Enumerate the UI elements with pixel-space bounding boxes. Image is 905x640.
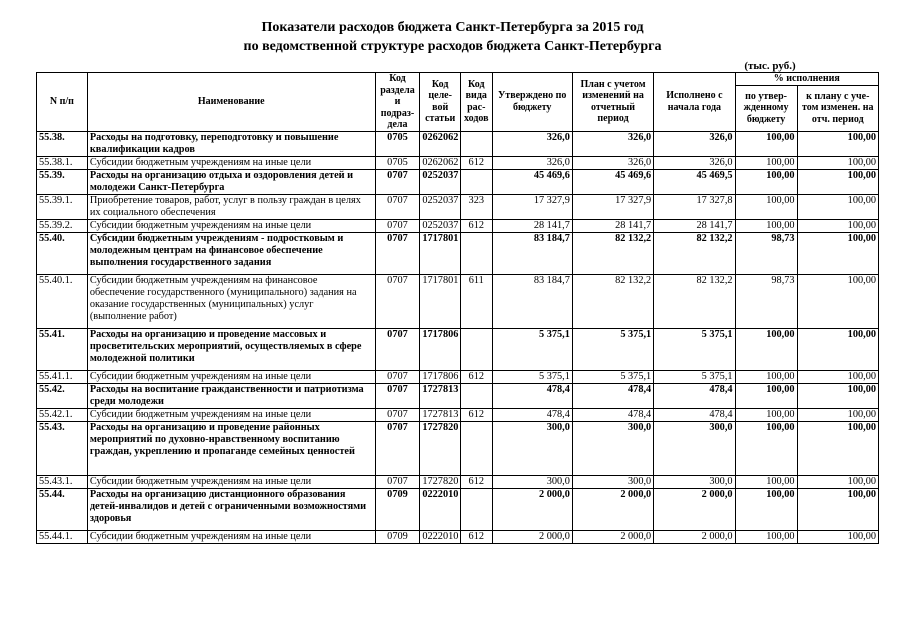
row-executed: 45 469,5: [654, 169, 735, 194]
row-executed: 326,0: [654, 131, 735, 156]
table-row: [37, 131, 879, 156]
row-num: 55.39.: [37, 169, 88, 194]
row-approved: 2 000,0: [492, 488, 572, 530]
row-approved: 300,0: [492, 475, 572, 488]
row-pct-plan: 100,00: [797, 194, 878, 219]
row-name: Субсидии бюджетным учреждениям на иные цели: [87, 156, 375, 169]
row-type-code: 612: [461, 370, 493, 383]
row-num: 55.41.: [37, 328, 88, 370]
row-plan: 82 132,2: [572, 274, 653, 328]
table-row: [37, 328, 879, 370]
table-row: [37, 408, 879, 421]
row-num: 55.42.: [37, 383, 88, 408]
row-pct-approved: 100,00: [735, 370, 797, 383]
row-plan: 326,0: [572, 156, 653, 169]
row-plan: 5 375,1: [572, 328, 653, 370]
row-section-code: 0707: [375, 328, 420, 370]
row-section-code: 0707: [375, 475, 420, 488]
units-label: (тыс. руб.): [744, 60, 796, 72]
row-plan: 300,0: [572, 475, 653, 488]
row-executed: 5 375,1: [654, 370, 735, 383]
table-row: [37, 530, 879, 543]
col-type-header: Код вида рас-ходов: [461, 73, 493, 132]
row-article-code: 0252037: [420, 169, 461, 194]
row-plan: 326,0: [572, 131, 653, 156]
row-executed: 478,4: [654, 408, 735, 421]
row-section-code: 0709: [375, 488, 420, 530]
row-section-code: 0707: [375, 421, 420, 475]
row-pct-approved: 100,00: [735, 421, 797, 475]
row-article-code: 0252037: [420, 219, 461, 232]
row-pct-approved: 100,00: [735, 408, 797, 421]
row-plan: 28 141,7: [572, 219, 653, 232]
row-type-code: [461, 488, 493, 530]
row-name: Субсидии бюджетным учреждениям на иные цели: [87, 370, 375, 383]
row-type-code: [461, 169, 493, 194]
row-type-code: [461, 421, 493, 475]
row-plan: 478,4: [572, 383, 653, 408]
row-type-code: [461, 232, 493, 274]
col-approved-header: Утверждено по бюджету: [492, 73, 572, 132]
row-approved: 326,0: [492, 131, 572, 156]
col-pct-plan-header: к плану с уче-том изменен. на отч. период: [797, 85, 878, 131]
row-article-code: 0222010: [420, 488, 461, 530]
table-row: [37, 488, 879, 530]
row-approved: 2 000,0: [492, 530, 572, 543]
row-name: Субсидии бюджетным учреждениям на иные цели: [87, 530, 375, 543]
row-pct-plan: 100,00: [797, 169, 878, 194]
row-name: Субсидии бюджетным учреждениям на иные цели: [87, 408, 375, 421]
row-article-code: 0252037: [420, 194, 461, 219]
row-plan: 478,4: [572, 408, 653, 421]
row-approved: 300,0: [492, 421, 572, 475]
row-approved: 28 141,7: [492, 219, 572, 232]
row-pct-plan: 100,00: [797, 232, 878, 274]
table-body: [37, 131, 879, 543]
col-pct-approved-header: по утвер-жденному бюджету: [735, 85, 797, 131]
row-name: Приобретение товаров, работ, услуг в пользу граждан в целях их социального обеспечения: [87, 194, 375, 219]
row-approved: 326,0: [492, 156, 572, 169]
row-executed: 2 000,0: [654, 530, 735, 543]
row-pct-approved: 100,00: [735, 169, 797, 194]
row-name: Расходы на подготовку, переподготовку и повышение квалификации кадров: [87, 131, 375, 156]
row-approved: 5 375,1: [492, 328, 572, 370]
table-row: [37, 169, 879, 194]
col-article-header: Код целе-вой статьи: [420, 73, 461, 132]
row-executed: 82 132,2: [654, 274, 735, 328]
table-row: [37, 232, 879, 274]
row-type-code: 611: [461, 274, 493, 328]
row-pct-approved: 100,00: [735, 383, 797, 408]
row-pct-approved: 100,00: [735, 488, 797, 530]
row-article-code: 1727813: [420, 408, 461, 421]
row-pct-plan: 100,00: [797, 274, 878, 328]
row-approved: 45 469,6: [492, 169, 572, 194]
row-pct-approved: 100,00: [735, 530, 797, 543]
row-pct-approved: 100,00: [735, 156, 797, 169]
col-num-header: N п/п: [37, 73, 88, 132]
row-num: 55.38.: [37, 131, 88, 156]
col-plan-header: План с учетом изменений на отчетный период: [572, 73, 653, 132]
row-name: Расходы на организацию и проведение районных мероприятий по духовно-нравственному воспитанию граждан, укреплению и пропаганде семейных ценностей: [87, 421, 375, 475]
col-name-header: Наименование: [87, 73, 375, 132]
row-pct-plan: 100,00: [797, 370, 878, 383]
row-num: 55.40.: [37, 232, 88, 274]
row-num: 55.39.2.: [37, 219, 88, 232]
row-pct-approved: 98,73: [735, 232, 797, 274]
row-article-code: 1717801: [420, 232, 461, 274]
row-type-code: [461, 131, 493, 156]
table-row: [37, 383, 879, 408]
row-plan: 2 000,0: [572, 530, 653, 543]
row-name: Расходы на организацию отдыха и оздоровления детей и молодежи Санкт-Петербурга: [87, 169, 375, 194]
page-subtitle: по ведомственной структуре расходов бюджета Санкт-Петербурга: [243, 39, 662, 54]
page-title: Показатели расходов бюджета Санкт-Петербурга за 2015 год: [261, 20, 644, 35]
row-type-code: 612: [461, 530, 493, 543]
row-section-code: 0707: [375, 383, 420, 408]
row-article-code: 1717806: [420, 328, 461, 370]
row-section-code: 0705: [375, 156, 420, 169]
row-name: Расходы на организацию дистанционного образования детей-инвалидов и детей с ограниченными возможностями здоровья: [87, 488, 375, 530]
row-article-code: 1727813: [420, 383, 461, 408]
row-pct-plan: 100,00: [797, 156, 878, 169]
row-num: 55.39.1.: [37, 194, 88, 219]
row-num: 55.43.1.: [37, 475, 88, 488]
row-article-code: 1717801: [420, 274, 461, 328]
row-executed: 300,0: [654, 475, 735, 488]
budget-table: [36, 72, 879, 544]
row-article-code: 1727820: [420, 475, 461, 488]
row-name: Субсидии бюджетным учреждениям на финансовое обеспечение государственного (муниципального) задания на оказание государственных (муниципальных) услуг (выполнение работ): [87, 274, 375, 328]
row-article-code: 0262062: [420, 156, 461, 169]
row-section-code: 0707: [375, 219, 420, 232]
row-name: Расходы на воспитание гражданственности и патриотизма среди молодежи: [87, 383, 375, 408]
table-row: [37, 274, 879, 328]
row-executed: 2 000,0: [654, 488, 735, 530]
row-section-code: 0707: [375, 274, 420, 328]
row-plan: 300,0: [572, 421, 653, 475]
table-row: [37, 219, 879, 232]
row-executed: 326,0: [654, 156, 735, 169]
row-pct-plan: 100,00: [797, 421, 878, 475]
row-pct-approved: 100,00: [735, 131, 797, 156]
row-name: Расходы на организацию и проведение массовых и просветительских мероприятий, осуществляемых в сфере молодежной политики: [87, 328, 375, 370]
row-article-code: 0222010: [420, 530, 461, 543]
table-row: [37, 370, 879, 383]
row-pct-plan: 100,00: [797, 328, 878, 370]
row-name: Субсидии бюджетным учреждениям - подростковым и молодежным центрам на финансовое обеспечение выполнения государственного задания: [87, 232, 375, 274]
row-approved: 17 327,9: [492, 194, 572, 219]
row-num: 55.44.: [37, 488, 88, 530]
row-num: 55.42.1.: [37, 408, 88, 421]
row-plan: 2 000,0: [572, 488, 653, 530]
table-row: [37, 194, 879, 219]
col-executed-header: Исполнено с начала года: [654, 73, 735, 132]
row-article-code: 1717806: [420, 370, 461, 383]
row-section-code: 0709: [375, 530, 420, 543]
row-pct-approved: 100,00: [735, 328, 797, 370]
row-pct-plan: 100,00: [797, 530, 878, 543]
row-executed: 82 132,2: [654, 232, 735, 274]
row-num: 55.40.1.: [37, 274, 88, 328]
row-type-code: 612: [461, 219, 493, 232]
row-section-code: 0707: [375, 232, 420, 274]
row-num: 55.41.1.: [37, 370, 88, 383]
table-row: [37, 156, 879, 169]
row-pct-plan: 100,00: [797, 383, 878, 408]
row-section-code: 0707: [375, 194, 420, 219]
row-num: 55.43.: [37, 421, 88, 475]
row-executed: 28 141,7: [654, 219, 735, 232]
table-row: [37, 475, 879, 488]
row-section-code: 0705: [375, 131, 420, 156]
col-percent-group-header: % исполнения: [735, 73, 878, 86]
row-plan: 5 375,1: [572, 370, 653, 383]
row-pct-approved: 98,73: [735, 274, 797, 328]
row-section-code: 0707: [375, 370, 420, 383]
row-plan: 45 469,6: [572, 169, 653, 194]
col-section-header: Код раздела и подраз-дела: [375, 73, 420, 132]
row-executed: 5 375,1: [654, 328, 735, 370]
row-type-code: 612: [461, 156, 493, 169]
row-num: 55.38.1.: [37, 156, 88, 169]
row-type-code: [461, 383, 493, 408]
row-pct-approved: 100,00: [735, 475, 797, 488]
row-num: 55.44.1.: [37, 530, 88, 543]
row-plan: 17 327,9: [572, 194, 653, 219]
row-pct-approved: 100,00: [735, 194, 797, 219]
row-approved: 478,4: [492, 408, 572, 421]
row-approved: 5 375,1: [492, 370, 572, 383]
row-pct-plan: 100,00: [797, 219, 878, 232]
row-approved: 83 184,7: [492, 274, 572, 328]
row-name: Субсидии бюджетным учреждениям на иные цели: [87, 475, 375, 488]
row-approved: 83 184,7: [492, 232, 572, 274]
row-type-code: [461, 328, 493, 370]
row-pct-plan: 100,00: [797, 475, 878, 488]
row-approved: 478,4: [492, 383, 572, 408]
row-pct-plan: 100,00: [797, 131, 878, 156]
row-type-code: 323: [461, 194, 493, 219]
row-article-code: 1727820: [420, 421, 461, 475]
row-pct-plan: 100,00: [797, 488, 878, 530]
row-executed: 478,4: [654, 383, 735, 408]
row-executed: 17 327,8: [654, 194, 735, 219]
row-type-code: 612: [461, 408, 493, 421]
row-section-code: 0707: [375, 169, 420, 194]
table-row: [37, 421, 879, 475]
row-type-code: 612: [461, 475, 493, 488]
row-executed: 300,0: [654, 421, 735, 475]
row-name: Субсидии бюджетным учреждениям на иные цели: [87, 219, 375, 232]
row-section-code: 0707: [375, 408, 420, 421]
row-pct-approved: 100,00: [735, 219, 797, 232]
row-plan: 82 132,2: [572, 232, 653, 274]
row-pct-plan: 100,00: [797, 408, 878, 421]
row-article-code: 0262062: [420, 131, 461, 156]
